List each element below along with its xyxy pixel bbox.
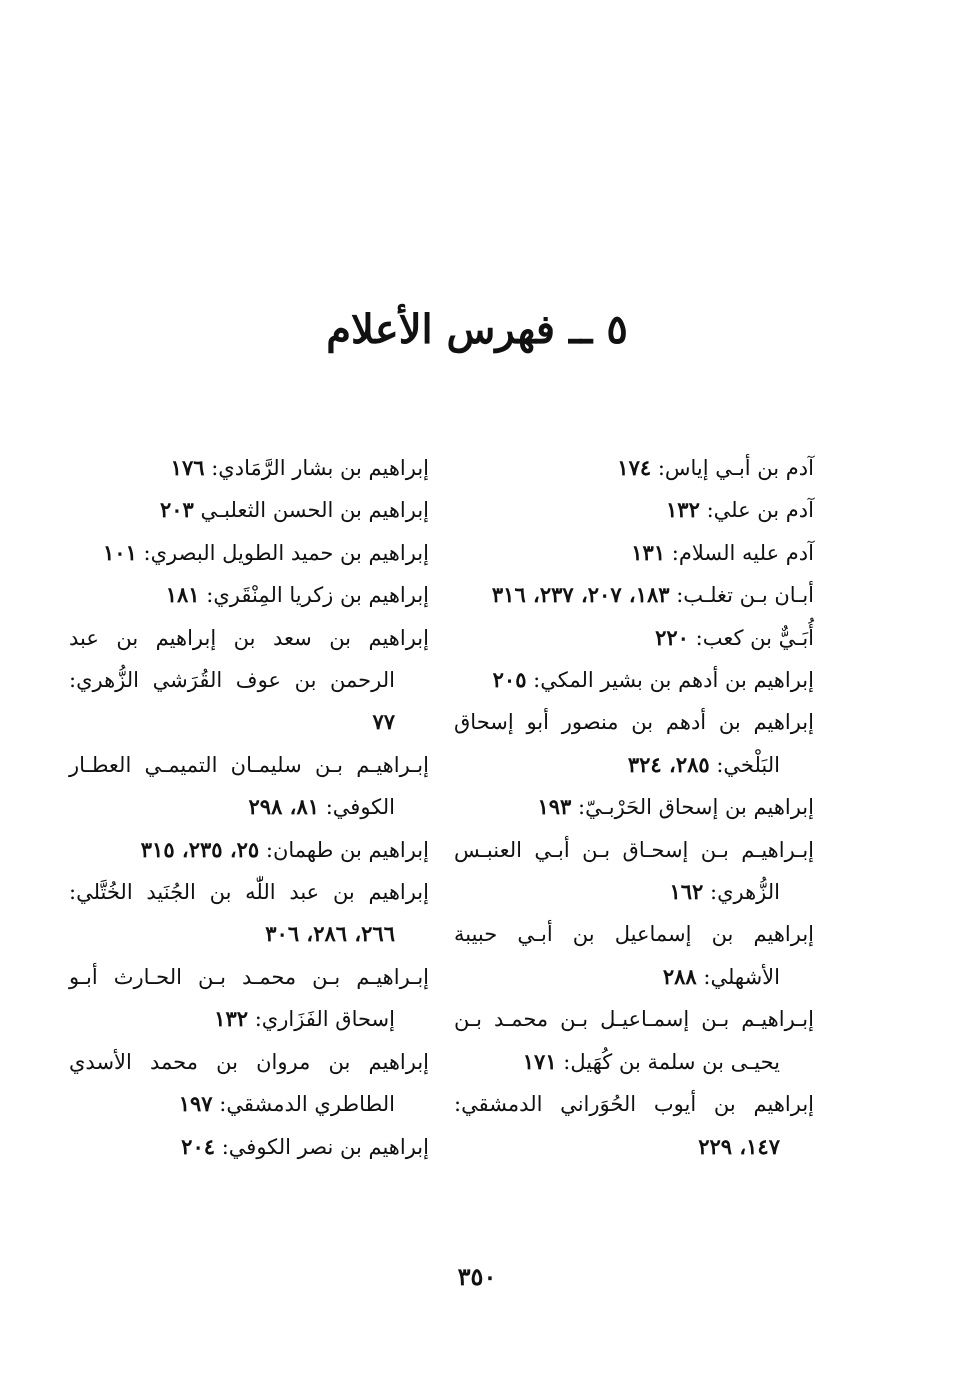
index-entry [454,998,814,1083]
entry-pages: ٧٧ [372,709,395,735]
index-entry [454,447,814,489]
page-title: ٥ ــ فهرس الأعلام [326,306,628,353]
index-entry [69,447,429,489]
index-entry [69,829,429,871]
entry-pages: ١٩٧ [178,1091,213,1117]
entry-pages: ١٣٢ [214,1006,249,1032]
index-entry [69,1126,429,1168]
entry-pages: ١٦٢ [669,879,704,905]
entry-name: إبراهيم بن أدهم بن منصور أبو إسحاق البَلْخي: [454,710,814,777]
entry-pages: ٢٥، ٢٣٥، ٣١٥ [140,836,260,862]
entry-name: إبـراهيـم بـن إسمـاعيـل بـن محمـد بـن يحيـى بن سلمة بن كُهَيل: [454,1007,814,1074]
entry-pages: ١٣١ [631,539,666,565]
entry-name: إبراهيم بن إسماعيل بن أبـي حبيبة الأشهلي: [454,922,814,989]
entry-name: إبـراهيـم بـن إسحـاق بـن أبـي العنبـس الزُّهري: [454,837,814,905]
index-entry [454,617,814,659]
index-entry [454,659,814,701]
index-entry [454,1083,814,1168]
index-entry [69,1041,429,1126]
entry-pages: ٢٠٣ [159,497,194,523]
index-entry [454,829,814,914]
entry-name: آدم بن أبـي إياس: [657,456,814,480]
entry-name: إبراهيم بن سعد بن إبراهيم بن عبد الرحمن بن عوف القُرَشي الزُّهري: [69,625,429,693]
index-entry [454,532,814,574]
index-entry [454,574,814,616]
entry-pages: ٢٨٨ [662,963,697,989]
index-entry [454,786,814,828]
entry-name: إبراهيم بن بشار الرَّمَادي: [211,456,429,480]
entry-name: إبراهيم بن أيوب الحُوَراني الدمشقي: [454,1092,814,1117]
entry-pages: ٢٠٤ [181,1133,216,1159]
index-entry [69,744,429,829]
entry-pages: ٢٦٦، ٢٨٦، ٣٠٦ [265,921,395,947]
entry-name: إبـراهيـم بـن محمـد بـن الحـارث أبـو إسحاق الفَزَاري: [69,964,429,1032]
entry-pages: ١٨٣، ٢٠٧، ٢٣٧، ٣١٦ [491,582,670,608]
entry-pages: ١٧١ [522,1048,557,1074]
entry-name: إبراهيم بن نصر الكوفي: [221,1134,429,1159]
entry-pages: ١٠١ [103,539,137,565]
entry-pages: ٨١، ٢٩٨ [248,794,320,820]
entry-name: إبراهيم بن طهمان: [265,837,429,862]
entry-pages: ١٨١ [165,582,200,608]
entry-name: أُبَـيٌّ بن كعب: [695,625,814,650]
entry-name: إبراهيم بن أدهم بن بشير المكي: [533,668,814,693]
page-number: ٣٥٠ [457,1262,497,1291]
index-entry [69,574,429,616]
entry-name: إبراهيم بن عبد اللّٰه بن الجُنَيد الخُتَّلي: [69,880,429,905]
entry-pages: ١٩٣ [537,794,572,820]
index-column-right [454,447,814,1168]
entry-name: إبراهيم بن حميد الطويل البصري: [143,540,429,565]
entry-pages: ١٣٢ [666,497,700,523]
index-column-left [69,447,429,1168]
index-entry [69,956,429,1041]
entry-name: آدم بن علي: [706,498,814,523]
entry-pages: ٢٢٠ [655,624,689,650]
entry-pages: ١٧٦ [170,455,205,480]
index-entry [69,532,429,574]
entry-name: إبراهيم بن إسحاق الحَرْبـيّ: [578,795,814,820]
entry-name: آدم عليه السلام: [671,540,814,565]
index-entry [454,913,814,998]
entry-pages: ٢٨٥، ٣٢٤ [627,751,710,777]
index-entry [69,489,429,531]
entry-name: أبـان بـن تغلـب: [676,583,814,608]
entry-name: إبـراهيـم بـن سليمـان التميمـي العطـار الكوفي: [69,752,429,820]
entry-name: إبراهيم بن مروان بن محمد الأسدي الطاطري الدمشقي: [69,1049,429,1117]
entry-name: إبراهيم بن زكريا المِنْقَري: [206,583,429,608]
index-entry [69,871,429,956]
entry-pages: ١٧٤ [617,455,652,480]
entry-pages: ٢٠٥ [492,667,527,693]
index-entry [69,617,429,744]
entry-name: إبراهيم بن الحسن الثعلبـي [200,498,429,523]
index-entry [454,489,814,531]
index-entry [454,701,814,786]
entry-pages: ١٤٧، ٢٢٩ [698,1133,780,1159]
